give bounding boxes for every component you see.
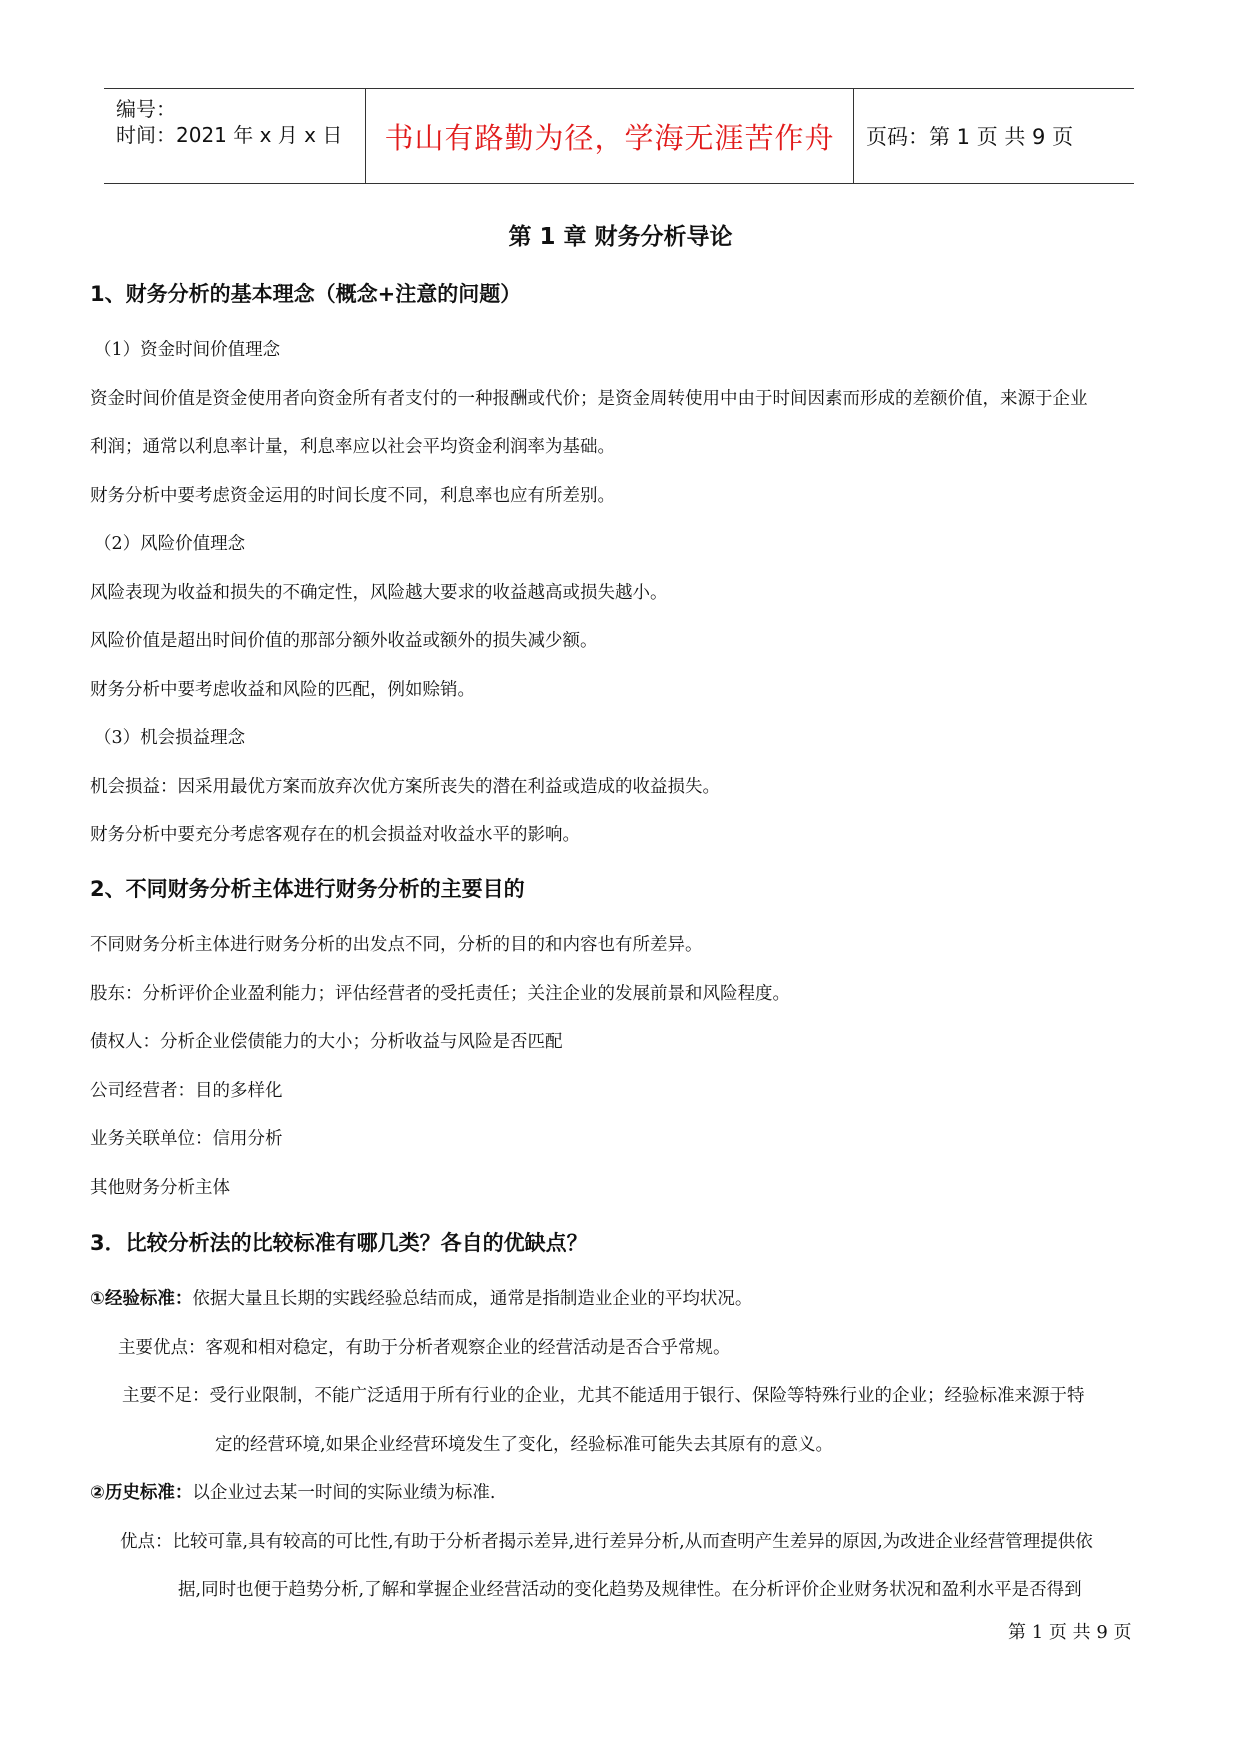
experience-standard-text: 依据大量且长期的实践经验总结而成，通常是指制造业企业的平均状况。 (192, 1289, 753, 1309)
section-2-heading: 2、不同财务分析主体进行财务分析的主要目的 (90, 877, 525, 901)
paragraph: 债权人：分析企业偿债能力的大小；分析收益与风险是否匹配 (90, 1032, 563, 1052)
paragraph: 财务分析中要考虑资金运用的时间长度不同，利息率也应有所差别。 (90, 486, 615, 506)
paragraph: 股东：分析评价企业盈利能力；评估经营者的受托责任；关注企业的发展前景和风险程度。 (90, 984, 790, 1004)
chapter-title: 第 1 章 财务分析导论 (508, 224, 733, 250)
experience-standard-label: ①经验标准： (90, 1289, 193, 1309)
paragraph: 机会损益：因采用最优方案而放弃次优方案所丧失的潜在利益或造成的收益损失。 (90, 777, 720, 797)
paragraph: 不同财务分析主体进行财务分析的出发点不同，分析的目的和内容也有所差异。 (90, 935, 703, 955)
page-code: 页码：第 1 页 共 9 页 (866, 125, 1074, 149)
motto: 书山有路勤为径，学海无涯苦作舟 (384, 120, 835, 155)
paragraph: 定的经营环境,如果企业经营环境发生了变化，经验标准可能失去其原有的意义。 (215, 1435, 834, 1455)
paragraph: 主要不足：受行业限制，不能广泛适用于所有行业的企业，尤其不能适用于银行、保险等特殊行业的企业；经验标准来源于特 (122, 1386, 1085, 1406)
section-1-sub-1: （1）资金时间价值理念 (94, 340, 281, 360)
number-label: 编号： (116, 97, 176, 121)
paragraph: 据,同时也便于趋势分析,了解和掌握企业经营活动的变化趋势及规律性。在分析评价企业财务状况和盈利水平是否得到 (178, 1580, 1082, 1600)
paragraph: 其他财务分析主体 (90, 1178, 230, 1198)
paragraph: 风险表现为收益和损失的不确定性，风险越大要求的收益越高或损失越小。 (90, 583, 668, 603)
page-footer: 第 1 页 共 9 页 (1008, 1622, 1132, 1643)
paragraph: 利润；通常以利息率计量，利息率应以社会平均资金利润率为基础。 (90, 437, 615, 457)
header-motto-cell (366, 89, 854, 183)
section-1-sub-3: （3）机会损益理念 (94, 728, 246, 748)
time-label: 时间：2021 年 x 月 x 日 (116, 123, 343, 147)
historical-standard-text: 以企业过去某一时间的实际业绩为标准. (192, 1483, 496, 1503)
section-1-sub-2: （2）风险价值理念 (94, 534, 246, 554)
header-page-cell (854, 89, 1134, 183)
historical-standard (90, 1479, 495, 1504)
section-3-heading: 3．比较分析法的比较标准有哪几类？各自的优缺点？ (90, 1231, 588, 1255)
paragraph: 财务分析中要充分考虑客观存在的机会损益对收益水平的影响。 (90, 825, 580, 845)
historical-standard-label: ②历史标准： (90, 1483, 193, 1503)
header-meta-cell (104, 89, 366, 183)
header-table (104, 88, 1134, 184)
paragraph: 风险价值是超出时间价值的那部分额外收益或额外的损失减少额。 (90, 631, 598, 651)
paragraph: 业务关联单位：信用分析 (90, 1129, 283, 1149)
paragraph: 资金时间价值是资金使用者向资金所有者支付的一种报酬或代价；是资金周转使用中由于时间因素而形成的差额价值，来源于企业 (90, 389, 1088, 409)
paragraph: 优点：比较可靠,具有较高的可比性,有助于分析者揭示差异,进行差异分析,从而查明产生差异的原因,为改进企业经营管理提供依 (120, 1532, 1093, 1552)
paragraph: 公司经营者：目的多样化 (90, 1081, 283, 1101)
paragraph: 财务分析中要考虑收益和风险的匹配，例如赊销。 (90, 680, 475, 700)
paragraph: 主要优点：客观和相对稳定，有助于分析者观察企业的经营活动是否合乎常规。 (118, 1338, 731, 1358)
section-1-heading: 1、财务分析的基本理念（概念+注意的问题） (90, 282, 522, 306)
experience-standard (90, 1285, 752, 1310)
